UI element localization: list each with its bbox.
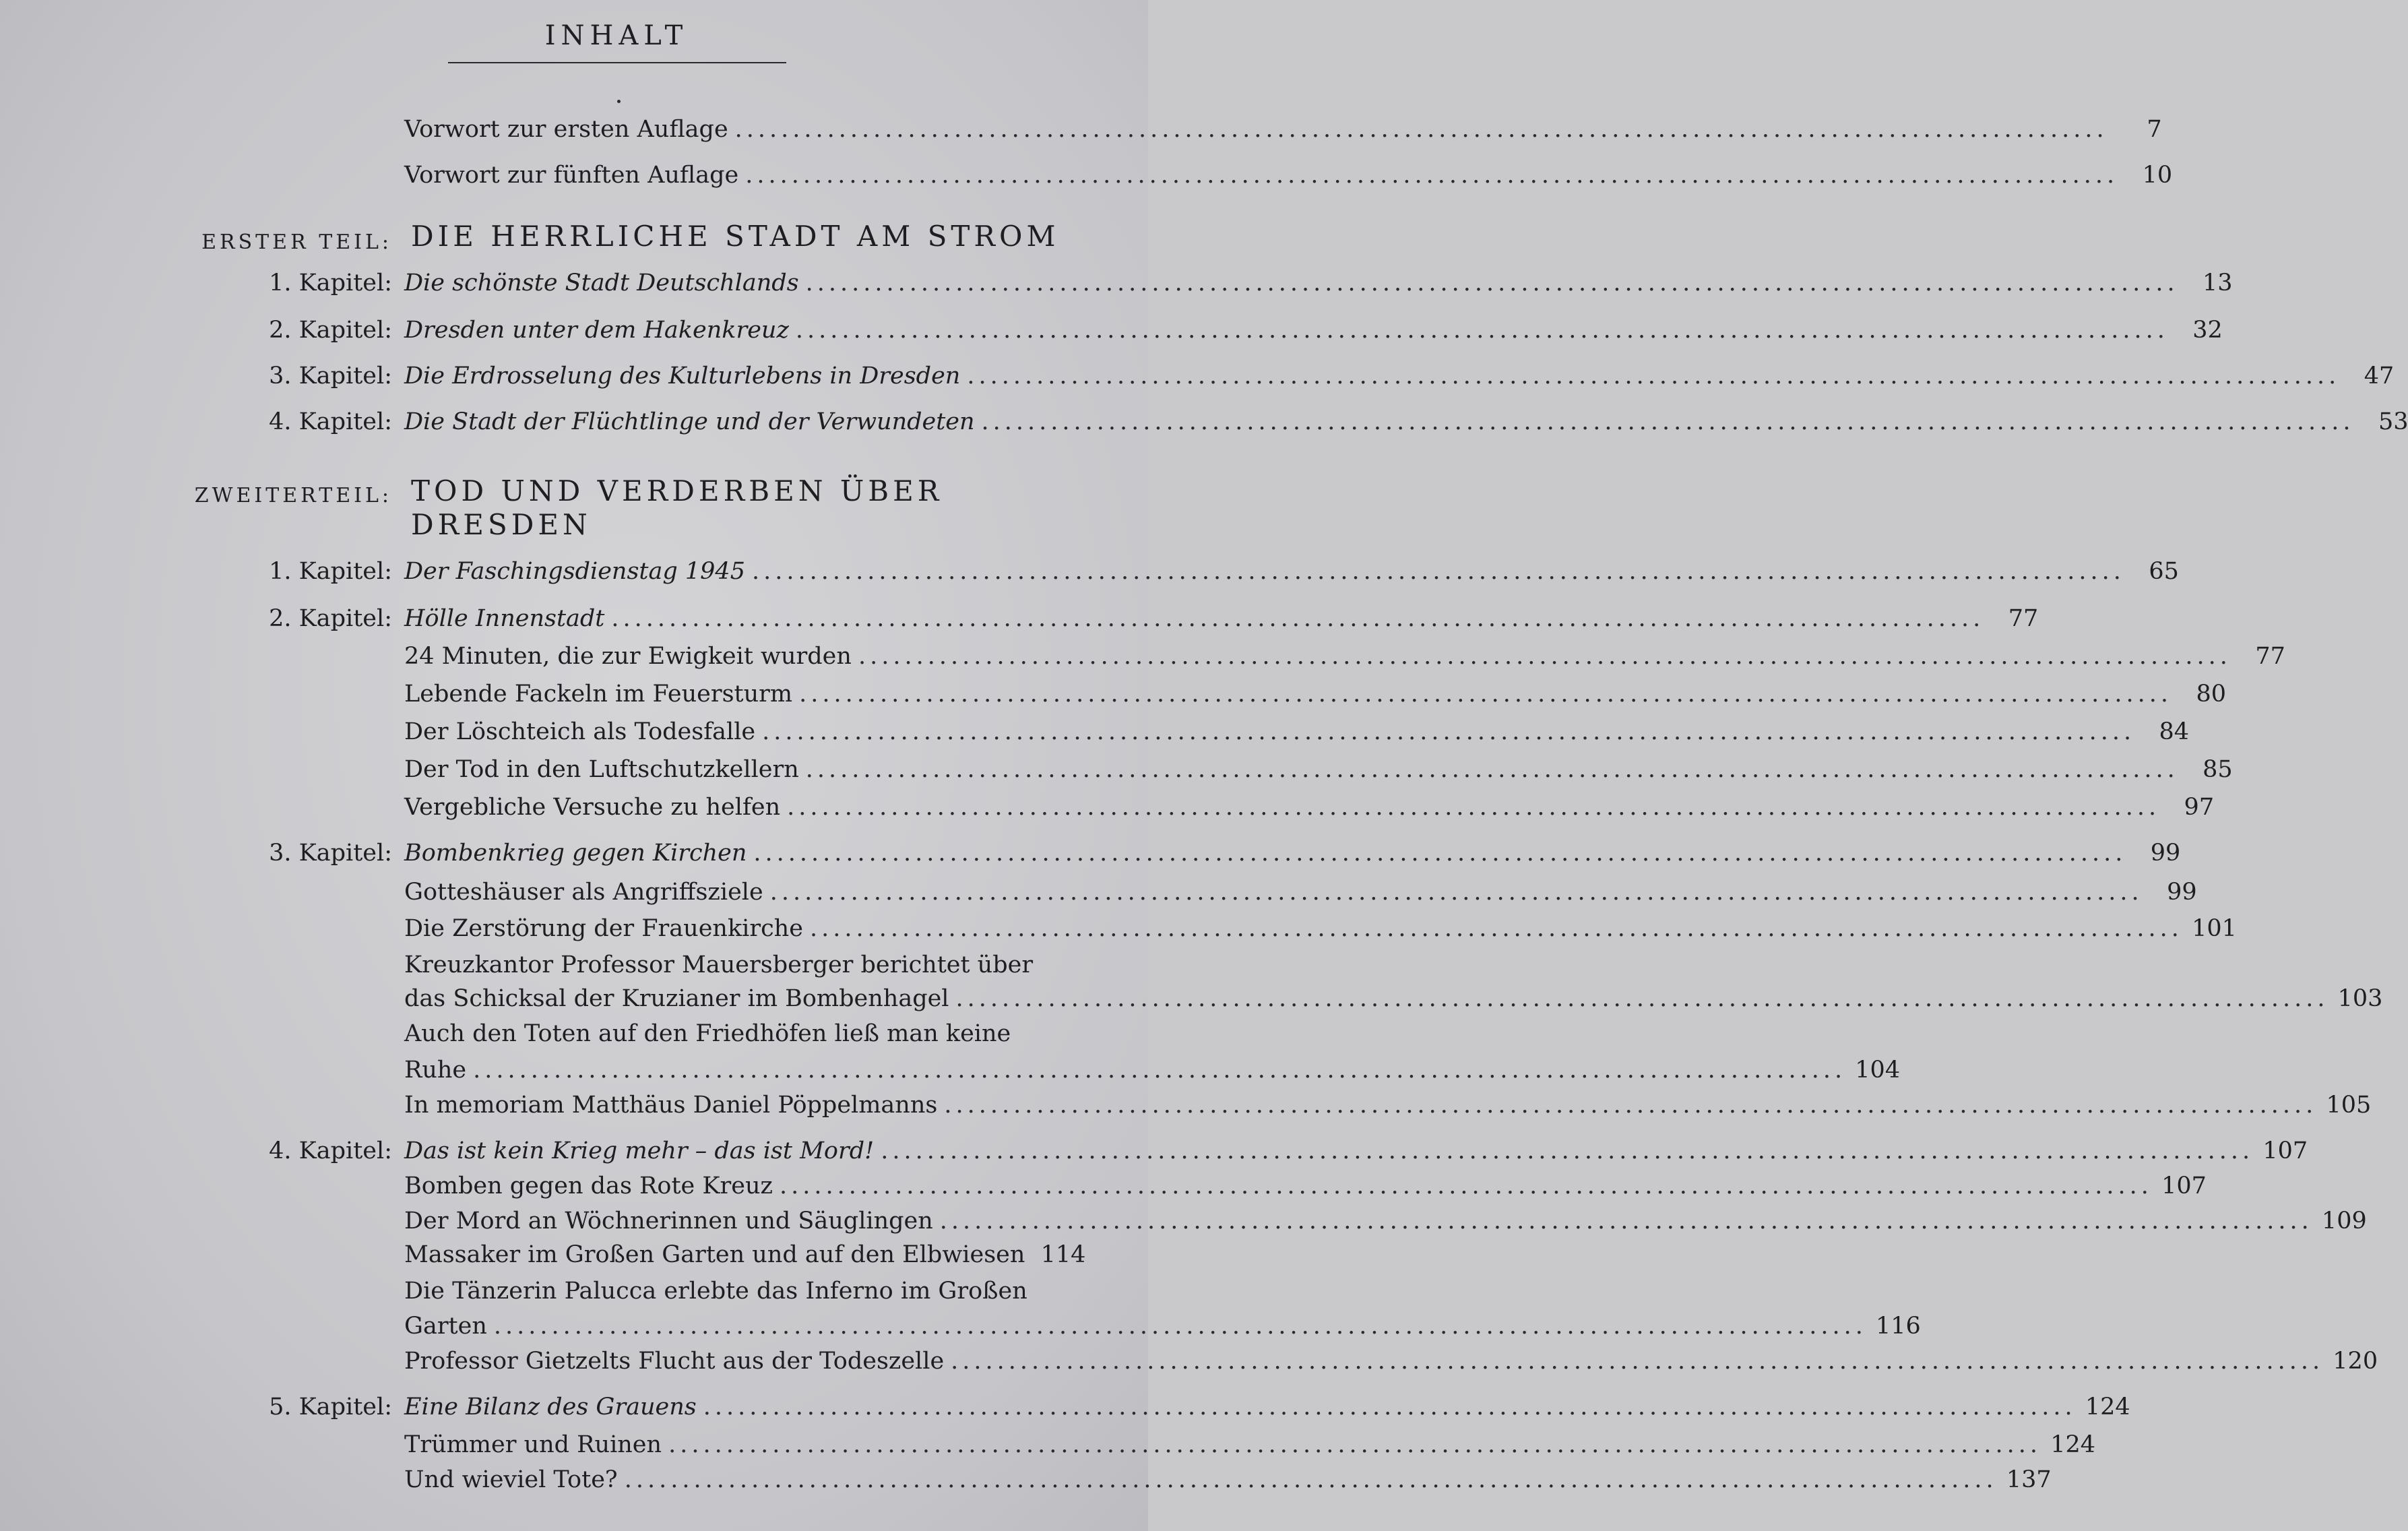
part-label: ERSTER TEIL: xyxy=(201,230,392,254)
section-entry: Lebende Fackeln im Feuersturm ....................................................................................................................... 80 xyxy=(404,681,2227,708)
section-entry-line: Kreuzkantor Professor Mauersberger berichtet über xyxy=(404,951,1034,978)
section-entry: Trümmer und Ruinen ....................................................................................................................... 124 xyxy=(404,1431,2095,1458)
chapter-entry: Der Faschingsdienstag 1945 ....................................................................................................................... 65 xyxy=(404,558,2179,585)
section-entry: Der Löschteich als Todesfalle ....................................................................................................................... 84 xyxy=(404,718,2190,745)
section-entry: Bomben gegen das Rote Kreuz ....................................................................................................................... 107 xyxy=(404,1173,2207,1199)
section-entry: Massaker im Großen Garten und auf den Elbwiesen 114 xyxy=(404,1241,1086,1268)
chapter-label: 1. Kapitel: xyxy=(269,270,392,296)
section-entry: Der Mord an Wöchnerinnen und Säuglingen ....................................................................................................................... 109 xyxy=(404,1208,2367,1235)
chapter-label: 1. Kapitel: xyxy=(269,558,392,585)
section-entry: Ruhe ....................................................................................................................... 104 xyxy=(404,1057,1901,1084)
chapter-label: 4. Kapitel: xyxy=(269,408,392,435)
section-entry: Garten ....................................................................................................................... 116 xyxy=(404,1313,1921,1340)
chapter-label: 3. Kapitel: xyxy=(269,840,392,867)
part-title-line: TOD UND VERDERBEN ÜBER xyxy=(411,474,943,507)
section-entry: Vergebliche Versuche zu helfen ....................................................................................................................... 97 xyxy=(404,794,2215,821)
section-entry: 24 Minuten, die zur Ewigkeit wurden ....................................................................................................................... 77 xyxy=(404,643,2285,670)
chapter-label: 2. Kapitel: xyxy=(269,605,392,632)
section-entry: das Schicksal der Kruzianer im Bombenhagel ....................................................................................................................... 103 xyxy=(404,985,2383,1012)
chapter-entry: Die Erdrosselung des Kulturlebens in Dresden ....................................................................................................................... 47 xyxy=(404,363,2395,389)
toc-entry: Vorwort zur fünften Auflage ....................................................................................................................... 10 xyxy=(404,162,2173,189)
page-heading: INHALT xyxy=(544,20,689,51)
section-entry: Und wieviel Tote? ....................................................................................................................... 137 xyxy=(404,1466,2052,1493)
part-title-line: DRESDEN xyxy=(411,508,592,541)
chapter-entry: Die schönste Stadt Deutschlands ....................................................................................................................... 13 xyxy=(404,270,2233,296)
section-entry: Gotteshäuser als Angriffsziele ....................................................................................................................... 99 xyxy=(404,879,2197,906)
chapter-entry: Dresden unter dem Hakenkreuz ....................................................................................................................... 32 xyxy=(404,317,2223,344)
ink-speck xyxy=(617,100,621,103)
chapter-entry: Hölle Innenstadt ....................................................................................................................... 77 xyxy=(404,605,2039,632)
chapter-label: 2. Kapitel: xyxy=(269,317,392,344)
part-label: ZWEITERTEIL: xyxy=(194,484,392,507)
chapter-label: 4. Kapitel: xyxy=(269,1137,392,1164)
chapter-entry: Die Stadt der Flüchtlinge und der Verwundeten ....................................................................................................................... 53 xyxy=(404,408,2408,435)
chapter-entry: Eine Bilanz des Grauens ....................................................................................................................... 124 xyxy=(404,1394,2130,1420)
part-title: DIE HERRLICHE STADT AM STROM xyxy=(411,220,1060,253)
section-entry-line: Auch den Toten auf den Friedhöfen ließ man keine xyxy=(404,1020,1011,1047)
chapter-label: 3. Kapitel: xyxy=(269,363,392,389)
section-entry: Der Tod in den Luftschutzkellern ....................................................................................................................... 85 xyxy=(404,756,2233,783)
heading-underline xyxy=(448,62,786,63)
section-entry: In memoriam Matthäus Daniel Pöppelmanns ....................................................................................................................... 105 xyxy=(404,1092,2372,1119)
chapter-entry: Das ist kein Krieg mehr – das ist Mord! ....................................................................................................................... 107 xyxy=(404,1137,2308,1164)
section-entry: Die Zerstörung der Frauenkirche ....................................................................................................................... 101 xyxy=(404,915,2237,942)
toc-entry: Vorwort zur ersten Auflage ....................................................................................................................... 7 xyxy=(404,116,2162,143)
section-entry-line: Die Tänzerin Palucca erlebte das Inferno im Großen xyxy=(404,1278,1027,1305)
chapter-label: 5. Kapitel: xyxy=(269,1394,392,1420)
section-entry: Professor Gietzelts Flucht aus der Todeszelle ....................................................................................................................... 120 xyxy=(404,1348,2378,1375)
chapter-entry: Bombenkrieg gegen Kirchen ....................................................................................................................... 99 xyxy=(404,840,2181,867)
